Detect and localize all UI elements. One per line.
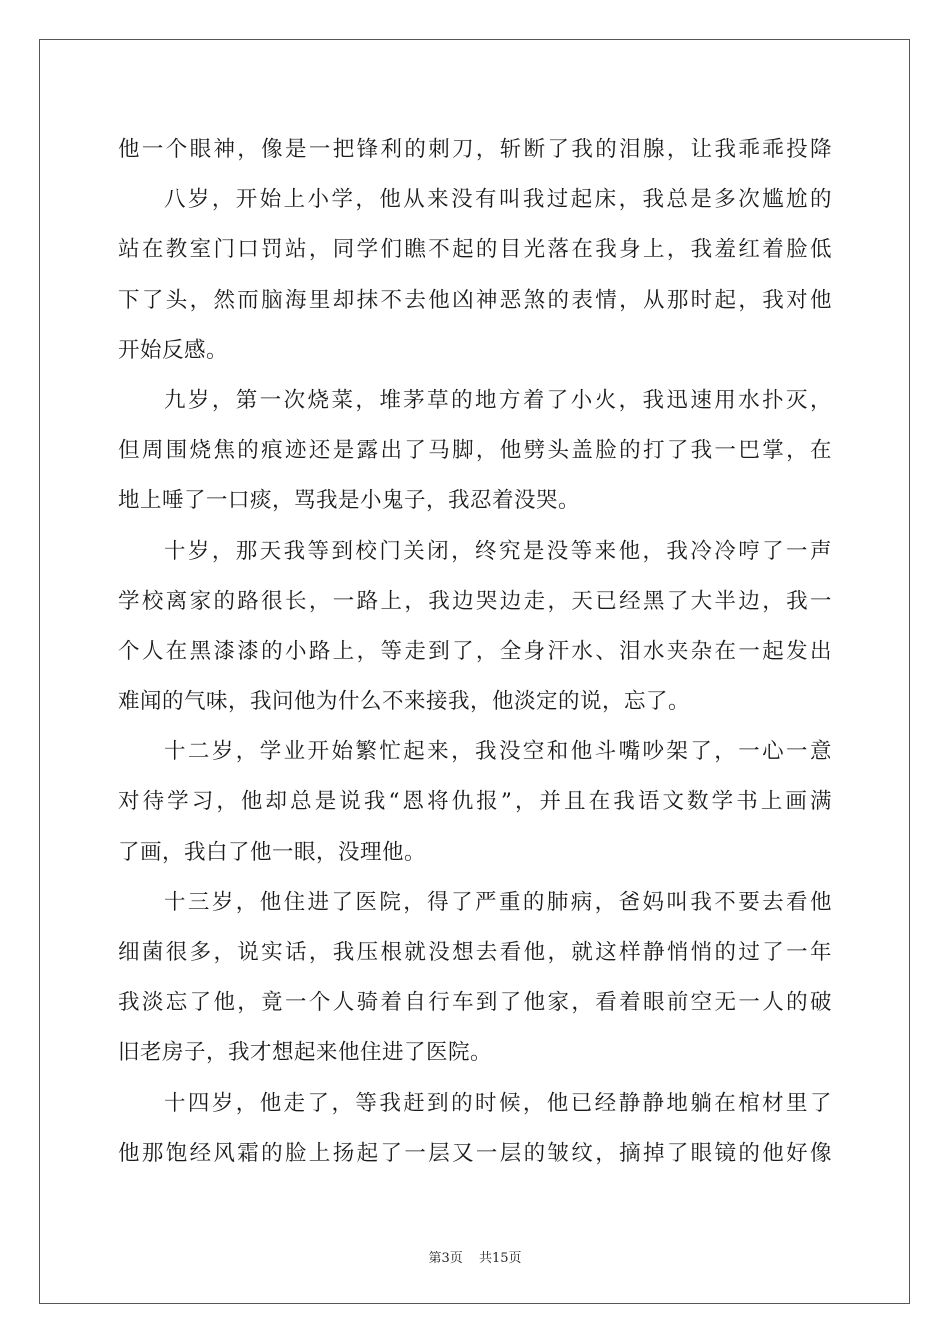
text-line: 下了头，然而脑海里却抹不去他凶神恶煞的表情，从那时起，我对他 [118, 287, 832, 313]
text-line: 十岁，那天我等到校门关闭，终究是没等来他，我冷冷哼了一声 [164, 538, 832, 564]
text-line: 学校离家的路很长，一路上，我边哭边走，天已经黑了大半边，我一 [118, 588, 832, 614]
document-body [118, 125, 832, 1179]
text-line: 他一个眼神，像是一把锋利的刺刀，斩断了我的泪腺，让我乖乖投降 [118, 137, 832, 162]
text-line: 旧老房子，我才想起来他住进了医院。 [118, 1040, 493, 1066]
text-line: 十四岁，他走了，等我赶到的时候，他已经静静地躺在棺材里了 [164, 1090, 832, 1116]
text-line: 地上唾了一口痰，骂我是小鬼子，我忍着没哭。 [118, 488, 581, 514]
text-line: 九岁，第一次烧菜，堆茅草的地方着了小火，我迅速用水扑灭， [164, 387, 832, 413]
text-line: 个人在黑漆漆的小路上，等走到了，全身汗水、泪水夹杂在一起发出 [118, 638, 832, 664]
text-line: 但周围烧焦的痕迹还是露出了马脚，他劈头盖脸的打了我一巴掌，在 [118, 438, 832, 464]
page-footer [0, 1247, 950, 1266]
text-line: 我淡忘了他，竟一个人骑着自行车到了他家，看着眼前空无一人的破 [118, 990, 832, 1016]
text-line: 开始反感。 [118, 337, 229, 363]
page-number: 第3页 [428, 1251, 463, 1266]
text-line: 细菌很多，说实话，我压根就没想去看他，就这样静悄悄的过了一年 [118, 940, 832, 965]
text-line: 八岁，开始上小学，他从来没有叫我过起床，我总是多次尴尬的 [164, 187, 832, 213]
text-line: 十二岁，学业开始繁忙起来，我没空和他斗嘴吵架了，一心一意 [164, 739, 832, 765]
text-line: 他那饱经风霜的脸上扬起了一层又一层的皱纹，摘掉了眼镜的他好像 [118, 1140, 832, 1166]
total-pages: 共15页 [478, 1251, 522, 1266]
text-line: 对待学习，他却总是说我“恩将仇报”，并且在我语文数学书上画满 [118, 789, 832, 815]
text-line: 难闻的气味，我问他为什么不来接我，他淡定的说，忘了。 [118, 689, 691, 715]
text-line: 站在教室门口罚站，同学们瞧不起的目光落在我身上，我羞红着脸低 [118, 237, 832, 263]
text-line: 十三岁，他住进了医院，得了严重的肺病，爸妈叫我不要去看他 [164, 889, 832, 915]
text-line: 了画，我白了他一眼，没理他。 [118, 839, 427, 865]
